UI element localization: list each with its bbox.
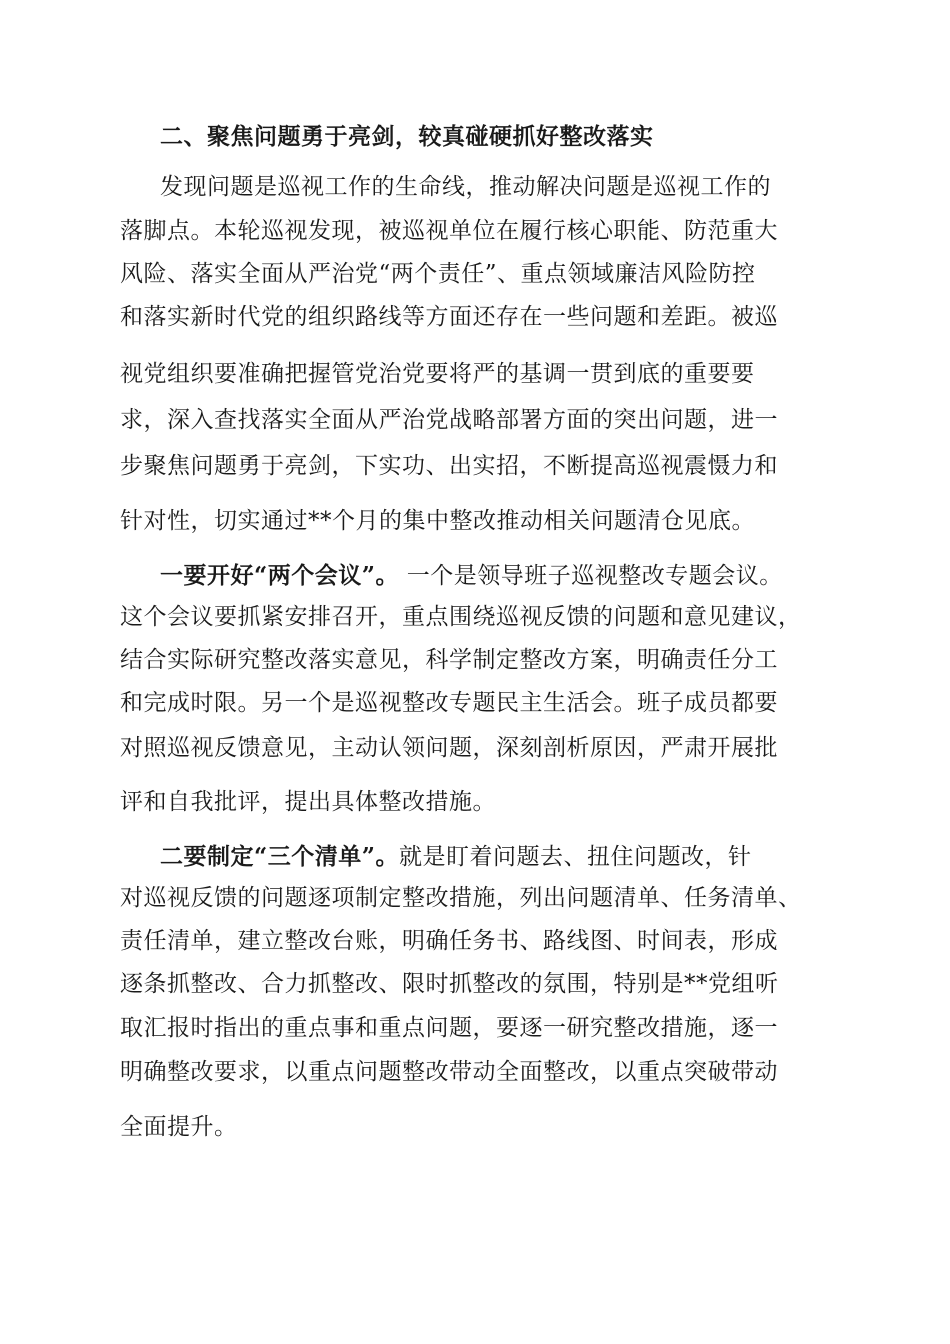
- paragraph-first-line: [160, 842, 751, 872]
- paragraph-line: 视党组织要准确把握管党治党要将严的基调一贯到底的重要要: [120, 361, 755, 387]
- paragraph-line: 逐条抓整改、合力抓整改、限时抓整改的氛围，特别是**党组听: [120, 971, 779, 997]
- paragraph-line: 风险、落实全面从严治党“两个责任”、重点领域廉洁风险防控: [120, 261, 756, 287]
- section-heading: 二、聚焦问题勇于亮剑，较真碰硬抓好整改落实: [160, 123, 654, 150]
- paragraph-line: 取汇报时指出的重点事和重点问题，要逐一研究整改措施，逐一: [120, 1015, 778, 1041]
- paragraph-line: 针对性，切实通过**个月的集中整改推动相关问题清仓见底。: [120, 508, 755, 534]
- paragraph-line: 对照巡视反馈意见，主动认领问题，深刻剖析原因，严肃开展批: [120, 735, 778, 761]
- paragraph-lead-bold: 一要开好“两个会议”。: [160, 562, 399, 589]
- paragraph-line: 这个会议要抓紧安排召开，重点围绕巡视反馈的问题和意见建议，: [120, 604, 802, 630]
- paragraph-lead-bold: 二要制定“三个清单”。: [160, 843, 399, 870]
- paragraph-line: 和完成时限。另一个是巡视整改专题民主生活会。班子成员都要: [120, 690, 778, 716]
- paragraph-line: 全面提升。: [120, 1114, 238, 1140]
- paragraph-line: 落脚点。本轮巡视发现，被巡视单位在履行核心职能、防范重大: [120, 218, 778, 244]
- paragraph-line: 责任清单，建立整改台账，明确任务书、路线图、时间表，形成: [120, 928, 778, 954]
- paragraph-line: 求，深入查找落实全面从严治党战略部署方面的突出问题，进一: [120, 407, 778, 433]
- paragraph-first-line: [160, 561, 783, 591]
- paragraph-line: 对巡视反馈的问题逐项制定整改措施，列出问题清单、任务清单、: [120, 885, 802, 911]
- paragraph-line: 评和自我批评，提出具体整改措施。: [120, 789, 496, 815]
- paragraph-line: 和落实新时代党的组织路线等方面还存在一些问题和差距。被巡: [120, 304, 778, 330]
- paragraph-lead-rest: 一个是领导班子巡视整改专题会议。: [398, 563, 783, 589]
- paragraph-line: 结合实际研究整改落实意见，科学制定整改方案，明确责任分工: [120, 647, 778, 673]
- paragraph-line: 步聚焦问题勇于亮剑，下实功、出实招，不断提高巡视震慑力和: [120, 453, 778, 479]
- paragraph-lead-rest: 就是盯着问题去、扭住问题改，针: [398, 844, 752, 870]
- paragraph-line: 发现问题是巡视工作的生命线，推动解决问题是巡视工作的: [160, 174, 771, 200]
- paragraph-line: 明确整改要求，以重点问题整改带动全面整改，以重点突破带动: [120, 1059, 778, 1085]
